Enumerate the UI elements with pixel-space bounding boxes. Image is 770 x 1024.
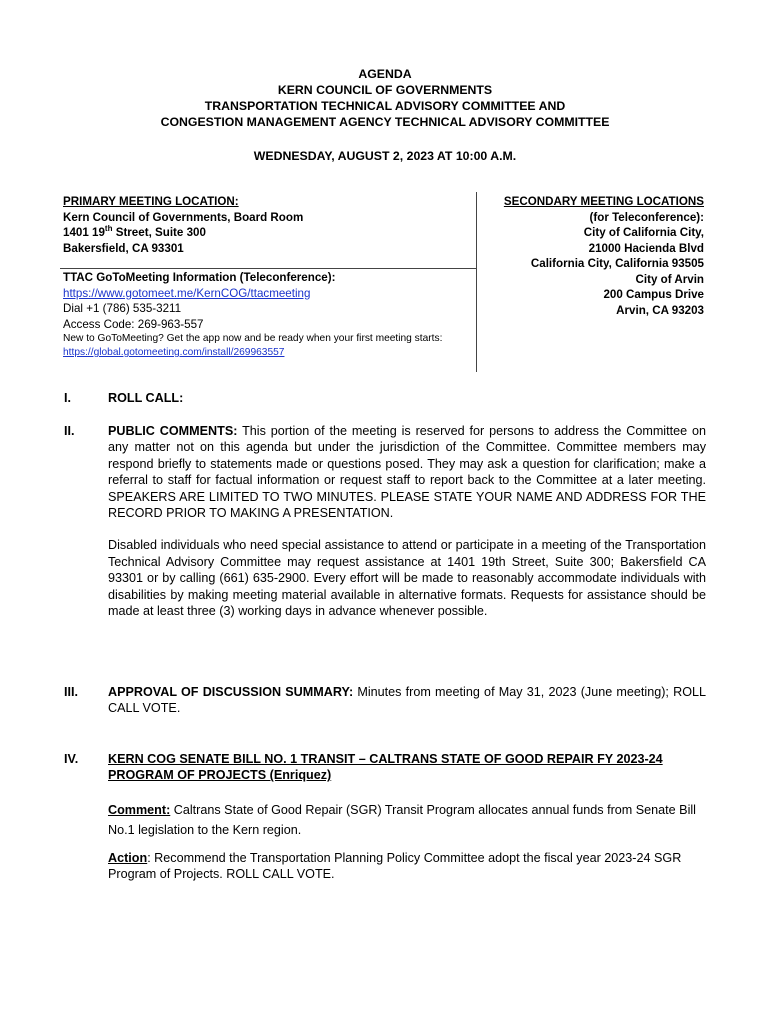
secondary-locations [480,194,704,318]
header-line-1: AGENDA [358,67,412,81]
item-body: APPROVAL OF DISCUSSION SUMMARY: Minutes from meeting of May 31, 2023 (June meeting); ROLL CALL VOTE. [108,685,707,716]
public-comments-paragraph: PUBLIC COMMENTS: This portion of the meeting is reserved for persons to address the Committee on any matter not on this agenda but under the jurisdiction of the Committee. Committee members may respond briefly to statements made or questions posed. They may ask a question for clarification; make a referral to staff for factual information or request staff to report back to the Committee at a later meeting. SPEAKERS ARE LIMITED TO TWO MINUTES. PLEASE STATE YOUR NAME AND ADDRESS FOR THE RECORD PRIOR TO MAKING A PRESENTATION. [108,424,707,521]
item-title: PUBLIC COMMENTS: [108,424,238,438]
secondary-heading: SECONDARY MEETING LOCATIONS [503,195,704,208]
item-title: KERN COG SENATE BILL NO. 1 TRANSIT – CALTRANS STATE OF GOOD REPAIR FY 2023-24 PROGRAM OF PROJECTS (Enriquez) [108,752,663,783]
item-title: APPROVAL OF DISCUSSION SUMMARY: [108,685,354,699]
teleconference-heading: TTAC GoToMeeting Information (Teleconference): [63,271,336,284]
primary-line-1: Kern Council of Governments, Board Room [63,210,304,224]
install-note: New to GoToMeeting? Get the app now and be ready when your first meeting starts: https://global.gotomeeting.com/install/269963557 [63,333,443,358]
item-number: III. [64,685,78,699]
primary-line-2: 1401 19th Street, Suite 300 [63,224,206,239]
meeting-date: WEDNESDAY, AUGUST 2, 2023 AT 10:00 A.M. [253,149,517,163]
secondary-line-5: City of Arvin [635,272,704,286]
primary-line-3: Bakersfield, CA 93301 [63,241,184,255]
access-code: Access Code: 269-963-557 [63,317,204,331]
comment-label: Comment: [108,802,171,817]
secondary-line-6: 200 Campus Drive [603,288,704,301]
agenda-header [60,66,710,164]
item-body [108,423,706,619]
primary-heading: PRIMARY MEETING LOCATION: [63,195,239,208]
item-number: IV. [64,752,79,766]
divider-vertical [476,192,477,372]
comment-paragraph: Comment: Caltrans State of Good Repair (SGR) Transit Program allocates annual funds from Senate Bill No.1 legislation to the Kern region. [108,802,696,837]
teleconference-info [63,270,473,360]
secondary-line-4: California City, California 93505 [530,257,704,270]
install-url-link[interactable]: https://global.gotomeeting.com/install/269963557 [63,347,285,358]
secondary-line-3: 21000 Hacienda Blvd [588,241,704,255]
secondary-line-1: (for Teleconference): [589,210,704,224]
secondary-line-2: City of California City, [583,226,704,239]
accessibility-paragraph: Disabled individuals who need special assistance to attend or participate in a meeting of the Transportation Technical Advisory Committee may request assistance at 1401 19th Street, Suite 300; Bakersfield CA 93301 or by calling (661) 635-2900. Every effort will be made to reasonably accommodate individuals with disabilities by making meeting material available in alternative formats. Requests for assistance should be made at least three (3) working days in advance whenever possible. [108,538,706,619]
item-number: I. [64,391,71,405]
item-number: II. [64,424,75,438]
header-line-4: CONGESTION MANAGEMENT AGENCY TECHNICAL ADVISORY COMMITTEE [160,115,610,129]
primary-location [63,194,475,256]
header-line-3: TRANSPORTATION TECHNICAL ADVISORY COMMITTEE AND [204,99,566,113]
action-paragraph: Action: Recommend the Transportation Planning Policy Committee adopt the fiscal year 2023-24 SGR Program of Projects. ROLL CALL VOTE. [108,850,682,882]
action-label: Action [108,850,148,865]
secondary-line-7: Arvin, CA 93203 [616,303,704,317]
meeting-url-link[interactable]: https://www.gotomeet.me/KernCOG/ttacmeeting [63,286,311,300]
header-line-2: KERN COUNCIL OF GOVERNMENTS [277,83,493,97]
item-title: ROLL CALL: [108,391,184,405]
dial-number: Dial +1 (786) 535-3211 [63,302,182,315]
item-body [108,751,706,883]
divider-horizontal [60,268,476,269]
